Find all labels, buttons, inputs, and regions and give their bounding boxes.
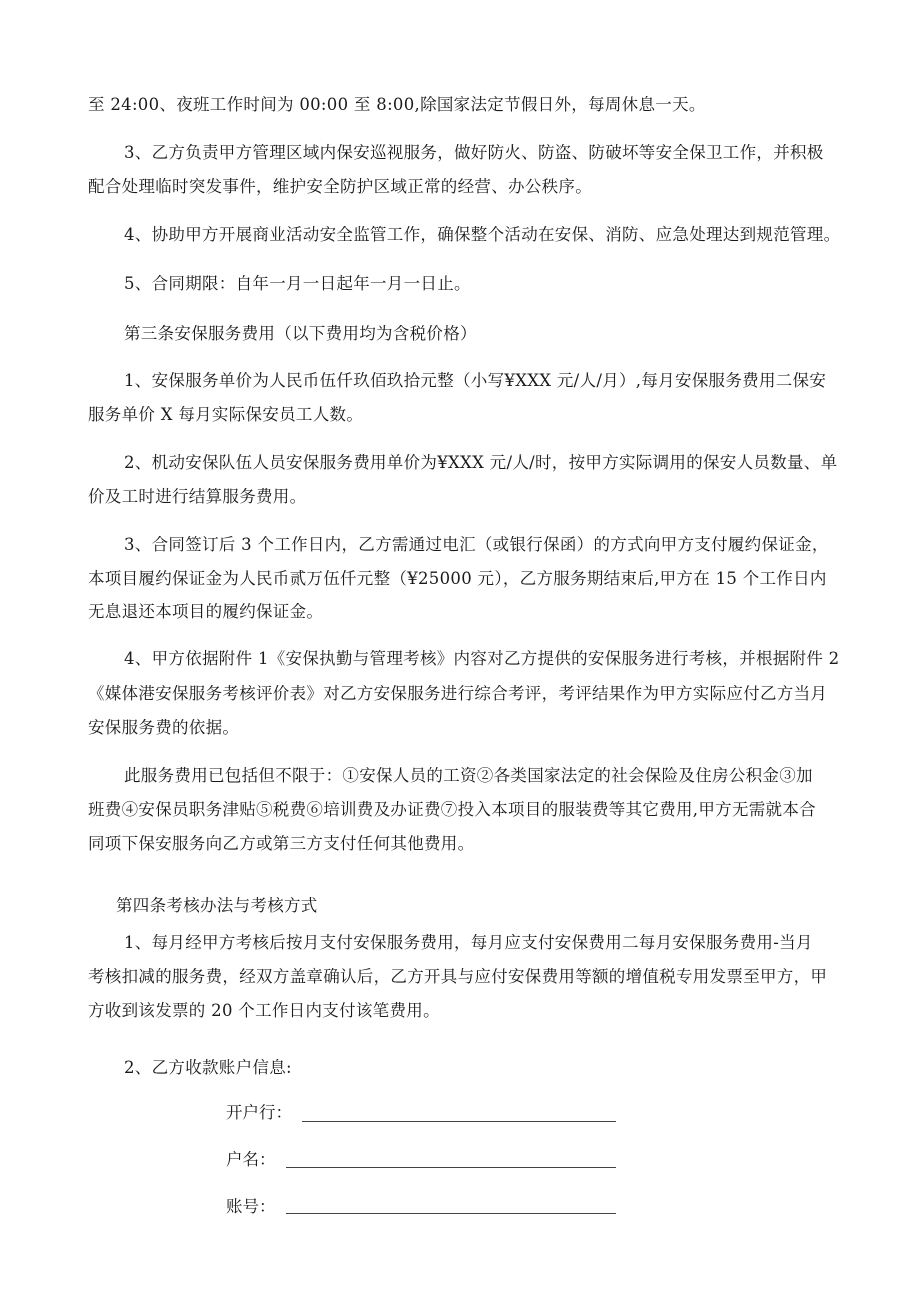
text-line: 服务单价 X 每月实际保安员工人数。 bbox=[88, 405, 364, 424]
text-line: 配合处理临时突发事件，维护安全防护区域正常的经营、办公秩序。 bbox=[88, 177, 592, 196]
text-line: 至 24:00、夜班工作时间为 00:00 至 8:00,除国家法定节假日外，每周休息一天。 bbox=[88, 95, 706, 114]
field-label-bank: 开户行： bbox=[226, 1103, 292, 1122]
text-line: 班费④安保员职务津贴⑤税费⑥培训费及办证费⑦投入本项目的服装费等其它费用,甲方无需就本合 bbox=[88, 800, 816, 819]
text-line: 本项目履约保证金为人民币贰万伍仟元整（¥25000 元），乙方服务期结束后,甲方在 15 个工作日内 bbox=[88, 569, 827, 588]
section-heading: 第四条考核办法与考核方式 bbox=[116, 896, 318, 915]
text-line: 此服务费用已包括但不限于：①安保人员的工资②各类国家法定的社会保险及住房公积金③加 bbox=[124, 766, 813, 785]
text-line: 同项下保安服务向乙方或第三方支付任何其他费用。 bbox=[88, 834, 475, 853]
text-line: 3、合同签订后 3 个工作日内，乙方需通过电汇（或银行保函）的方式向甲方支付履约保证金， bbox=[124, 535, 829, 554]
text-line: 4、甲方依据附件 1《安保执勤与管理考核》内容对乙方提供的安保服务进行考核，并根据附件 2 bbox=[124, 649, 840, 668]
text-line: 无息退还本项目的履约保证金。 bbox=[88, 602, 324, 621]
section-heading: 第三条安保服务费用（以下费用均为含税价格） bbox=[124, 324, 477, 343]
text-line: 考核扣减的服务费，经双方盖章确认后，乙方开具与应付安保费用等额的增值税专用发票至甲方，甲 bbox=[88, 967, 828, 986]
text-line: 4、协助甲方开展商业活动安全监管工作，确保整个活动在安保、消防、应急处理达到规范管理。 bbox=[124, 225, 841, 244]
name-input-line[interactable] bbox=[286, 1167, 616, 1168]
text-line: 2、乙方收款账户信息: bbox=[124, 1058, 292, 1077]
text-line: 2、机动安保队伍人员安保服务费用单价为¥XXX 元/人/时，按甲方实际调用的保安人员数量、单 bbox=[124, 453, 838, 472]
text-line: 1、每月经甲方考核后按月支付安保服务费用，每月应支付安保费用二每月安保服务费用-当月 bbox=[124, 933, 813, 952]
text-line: 安保服务费的依据。 bbox=[88, 718, 240, 737]
bank-input-line[interactable] bbox=[302, 1121, 616, 1122]
text-line: 5、合同期限：自年一月一日起年一月一日止。 bbox=[124, 274, 471, 293]
number-input-line[interactable] bbox=[286, 1213, 616, 1214]
text-line: 1、安保服务单价为人民币伍仟玖佰玖拾元整（小写¥XXX 元/人/月）,每月安保服务费用二保安 bbox=[124, 371, 827, 390]
text-line: 3、乙方负责甲方管理区域内保安巡视服务，做好防火、防盗、防破坏等安全保卫工作，并积极 bbox=[124, 143, 824, 162]
text-line: 方收到该发票的 20 个工作日内支付该笔费用。 bbox=[88, 1001, 440, 1020]
field-label-name: 户名： bbox=[226, 1150, 276, 1169]
text-line: 价及工时进行结算服务费用。 bbox=[88, 487, 307, 506]
text-line: 《媒体港安保服务考核评价表》对乙方安保服务进行综合考评，考评结果作为甲方实际应付乙方当月 bbox=[88, 684, 828, 703]
field-label-number: 账号： bbox=[226, 1197, 276, 1216]
